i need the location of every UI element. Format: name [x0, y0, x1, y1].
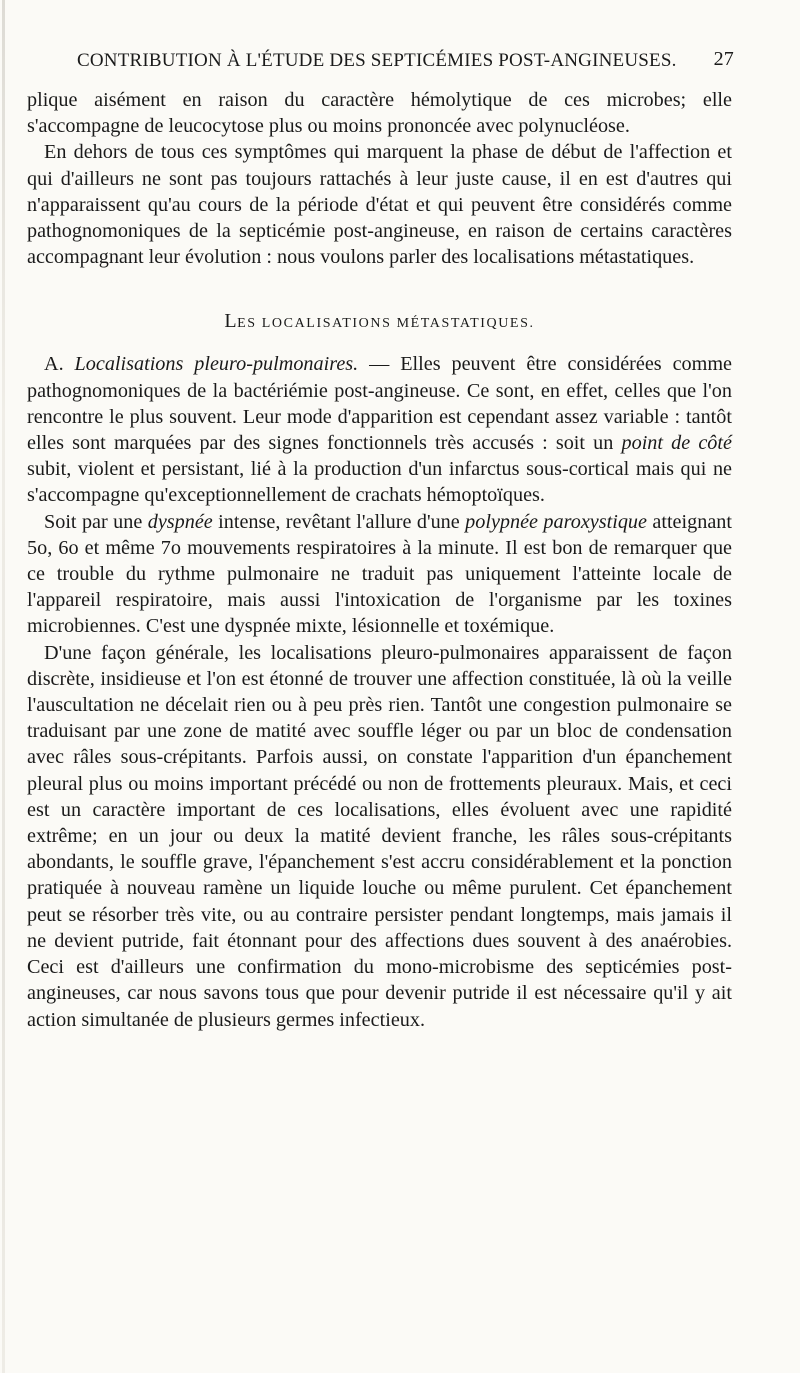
section-heading-initial: L — [224, 310, 238, 333]
emphasis: dyspnée — [147, 510, 213, 533]
section-heading-rest: ES LOCALISATIONS MÉTASTATIQUES. — [237, 316, 535, 332]
subsection-label: A. — [44, 353, 75, 376]
text-run: — Elles peuvent être considérées comme pathognomoniques de la bactériémie post-angineuse. Ce sont, en effet, celles que l'on rencontre le plus souvent. Leur mode d'apparition est cependant assez variable : tantôt elles sont marquées par des signes fonctionnels très accusés : soit un — [27, 353, 732, 455]
text-run: subit, violent et persistant, lié à la production d'un infarctus sous-cortical mais qui ne s'accompagne qu'exceptionnellement de crachats hémoptoïques. — [27, 458, 732, 507]
emphasis: polypnée paroxystique — [465, 510, 647, 533]
text-run: Soit par une — [44, 510, 148, 533]
paragraph-localisations-a — [27, 351, 732, 508]
paragraph-symptoms: En dehors de tous ces symptômes qui marquent la phase de début de l'affection et qui d'ailleurs ne sont pas toujours rattachés à leur juste cause, il en est d'autres qui n'apparaissent qu'au cours de la période d'état et qui peuvent être considérés comme pathognomoniques de la septicémie post-angineuse, en raison de certains caractères accompagnant leur évolution : nous voulons parler des localisations métastatiques. — [27, 141, 732, 269]
page-number: 27 — [713, 48, 734, 70]
paragraph-dyspnee — [27, 509, 732, 640]
text-run: atteignant 5o, 6o et même 7o mouvements respiratoires à la minute. Il est bon de remarquer que ce trouble du rythme pulmonaire ne traduit pas uniquement l'atteinte locale de l'appareil respiratoire, mais aussi l'intoxication de l'organisme par les toxines microbiennes. C'est une dyspnée mixte, lésionnelle et toxémique. — [27, 510, 732, 638]
section-heading — [27, 310, 732, 333]
paragraph-general: D'une façon générale, les localisations pleuro-pulmonaires apparaissent de façon discrète, insidieuse et l'on est étonné de trouver une affection constituée, là où la veille l'auscultation ne décelait rien ou à peu près rien. Tantôt une congestion pulmonaire se traduisant par une zone de matité avec souffle léger ou par un bloc de condensation avec râles sous-crépitants. Parfois aussi, on constate l'apparition d'un épanchement pleural plus ou moins important précédé ou non de frottements pleuraux. Mais, et ceci est un caractère important de ces localisations, elles évoluent avec une rapidité extrême; en un jour ou deux la matité devient franche, les râles sous-crépitants abondants, le souffle grave, l'épanchement s'est accru considérablement et la ponction pratiquée à nouveau ramène un liquide louche ou même purulent. Cet épanchement peut se résorber très vite, ou au contraire persister pendant longtemps, mais jamais il ne devient putride, fait étonnant pour des affections dues souvent à des anaérobies. Ceci est d'ailleurs une confirmation du mono-microbisme des septicémies post-angineuses, car nous savons tous que pour devenir putride il est nécessaire qu'il y ait action simultanée de plusieurs germes infectieux. — [27, 641, 732, 1031]
text-run: intense, revêtant l'allure d'une — [212, 510, 466, 533]
page-edge-shadow — [2, 0, 5, 1373]
running-header — [27, 44, 732, 74]
paragraph-continuation: plique aisément en raison du caractère hémolytique de ces microbes; elle s'accompagne de leucocytose plus ou moins prononcée avec polynucléose. — [27, 89, 732, 138]
running-title: CONTRIBUTION À L'ÉTUDE DES SEPTICÉMIES POST-ANGINEUSES. — [77, 50, 677, 71]
emphasis: point de côté — [621, 432, 732, 455]
book-page — [27, 44, 732, 1033]
subsection-heading: Localisations pleuro-pulmonaires. — [74, 353, 359, 376]
